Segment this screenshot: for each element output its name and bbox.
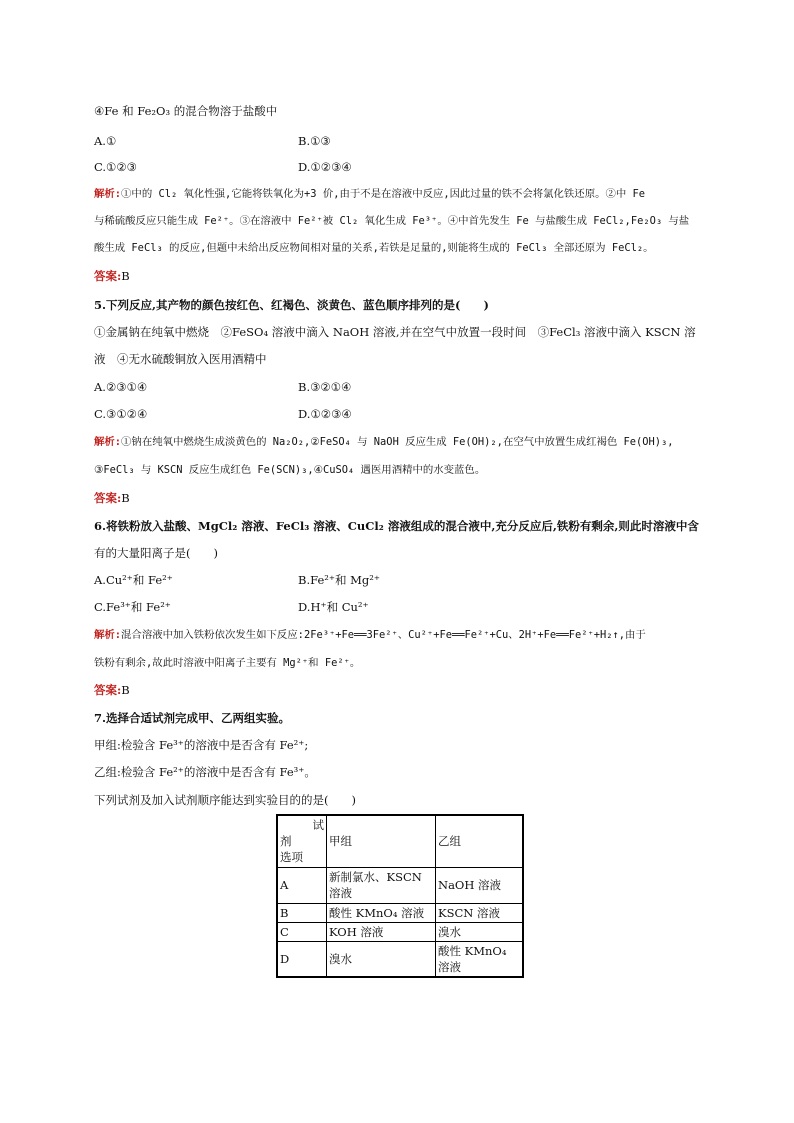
option-cell: D [277,941,327,977]
option-a: A.① [94,134,117,148]
explanation-text: ①钠在纯氧中燃烧生成淡黄色的 Na₂O₂,②FeSO₄ 与 NaOH 反应生成 Fe(OH)₂,在空气中放置生成红褐色 Fe(OH)₃, [121,436,674,448]
q6-options-row2 [94,599,369,615]
option-d: D.①②③④ [298,407,352,421]
option-a: A.Cu²⁺和 Fe²⁺ [94,573,173,587]
q6-stem-line1: 6.将铁粉放入盐酸、MgCl₂ 溶液、FeCl₃ 溶液、CuCl₂ 溶液组成的混合液中,充分反应后,铁粉有剩余,则此时溶液中含 [94,519,699,533]
column-header-jia: 甲组 [327,815,436,867]
jia-cell: 新制氯水、KSCN 溶液 [327,867,436,903]
q6-explanation-line1 [94,627,646,643]
corner-mid: 剂 [280,834,292,849]
q5-explanation-line1 [94,434,674,450]
table-row [277,867,523,903]
q6-answer [94,682,130,698]
option-a: A.②③①④ [94,380,148,394]
answer-label: 答案: [94,491,122,505]
q4-options-row2 [94,159,352,175]
q6-options-row1 [94,572,380,588]
explanation-label: 解析: [94,436,122,448]
q5-answer [94,490,130,506]
answer-value: B [121,269,130,283]
option-c: C.①②③ [94,160,137,174]
q7-group-jia: 甲组:检验含 Fe³⁺的溶液中是否含有 Fe²⁺; [94,738,309,752]
jia-cell: 溴水 [327,941,436,977]
q6-explanation-line2: 铁粉有剩余,故此时溶液中阳离子主要有 Mg²⁺和 Fe²⁺。 [94,657,361,669]
answer-value: B [121,683,130,697]
explanation-text: ①中的 Cl₂ 氧化性强,它能将铁氧化为+3 价,由于不是在溶液中反应,因此过量的铁不会将氯化铁还原。②中 Fe [121,188,646,200]
q4-explanation-line3: 酸生成 FeCl₃ 的反应,但题中未给出反应物间相对量的关系,若铁是足量的,则能将生成的 FeCl₃ 全部还原为 FeCl₂。 [94,242,654,254]
item-4: ④Fe 和 Fe₂O₃ 的混合物溶于盐酸中 [94,104,278,118]
answer-value: B [121,491,130,505]
explanation-label: 解析: [94,188,122,200]
jia-cell: 酸性 KMnO₄ 溶液 [327,903,436,922]
column-header-yi: 乙组 [436,815,524,867]
option-cell: C [277,922,327,941]
table-header-row [277,815,523,867]
q4-answer [94,268,130,284]
option-b: B.③②①④ [298,380,352,394]
q5-items-line1: ①金属钠在纯氧中燃烧 ②FeSO₄ 溶液中滴入 NaOH 溶液,并在空气中放置一段时间 ③FeCl₃ 溶液中滴入 KSCN 溶 [94,325,696,339]
jia-cell: KOH 溶液 [327,922,436,941]
option-c: C.Fe³⁺和 Fe²⁺ [94,600,171,614]
table-corner-cell [277,815,327,867]
option-d: D.H⁺和 Cu²⁺ [298,600,369,614]
explanation-text: 混合溶液中加入铁粉依次发生如下反应:2Fe³⁺+Fe══3Fe²⁺、Cu²⁺+Fe══Fe²⁺+Cu、2H⁺+Fe══Fe²⁺+H₂↑,由于 [121,629,646,641]
q7-question: 下列试剂及加入试剂顺序能达到实验目的的是( ) [94,793,356,807]
yi-cell: KSCN 溶液 [436,903,524,922]
q5-stem: 5.下列反应,其产物的颜色按红色、红褐色、淡黄色、蓝色顺序排列的是( ) [94,298,489,312]
q5-explanation-line2: ③FeCl₃ 与 KSCN 反应生成红色 Fe(SCN)₃,④CuSO₄ 遇医用酒精中的水变蓝色。 [94,464,486,476]
option-d: D.①②③④ [298,160,352,174]
table-row [277,903,523,922]
option-b: B.①③ [298,134,331,148]
yi-cell: 酸性 KMnO₄ 溶液 [436,941,524,977]
corner-bottom: 选项 [280,850,303,865]
table-row [277,922,523,941]
q7-group-yi: 乙组:检验含 Fe²⁺的溶液中是否含有 Fe³⁺。 [94,765,316,779]
reagent-table [276,814,524,978]
answer-label: 答案: [94,269,122,283]
yi-cell: NaOH 溶液 [436,867,524,903]
corner-top: 试 [312,818,324,833]
q7-stem: 7.选择合适试剂完成甲、乙两组实验。 [94,711,291,725]
q6-stem-line2: 有的大量阳离子是( ) [94,546,218,560]
answer-label: 答案: [94,683,122,697]
table-row [277,941,523,977]
option-c: C.③①②④ [94,407,148,421]
q5-options-row1 [94,379,352,395]
option-cell: A [277,867,327,903]
q5-options-row2 [94,406,352,422]
q4-explanation-line1 [94,186,645,202]
yi-cell: 溴水 [436,922,524,941]
explanation-label: 解析: [94,629,122,641]
q4-options-row1 [94,133,331,149]
q5-items-line2: 液 ④无水硫酸铜放入医用酒精中 [94,352,267,366]
q4-explanation-line2: 与稀硫酸反应只能生成 Fe²⁺。③在溶液中 Fe²⁺被 Cl₂ 氧化生成 Fe³⁺。④中首先发生 Fe 与盐酸生成 FeCl₂,Fe₂O₃ 与盐 [94,215,690,227]
option-b: B.Fe²⁺和 Mg²⁺ [298,573,380,587]
option-cell: B [277,903,327,922]
